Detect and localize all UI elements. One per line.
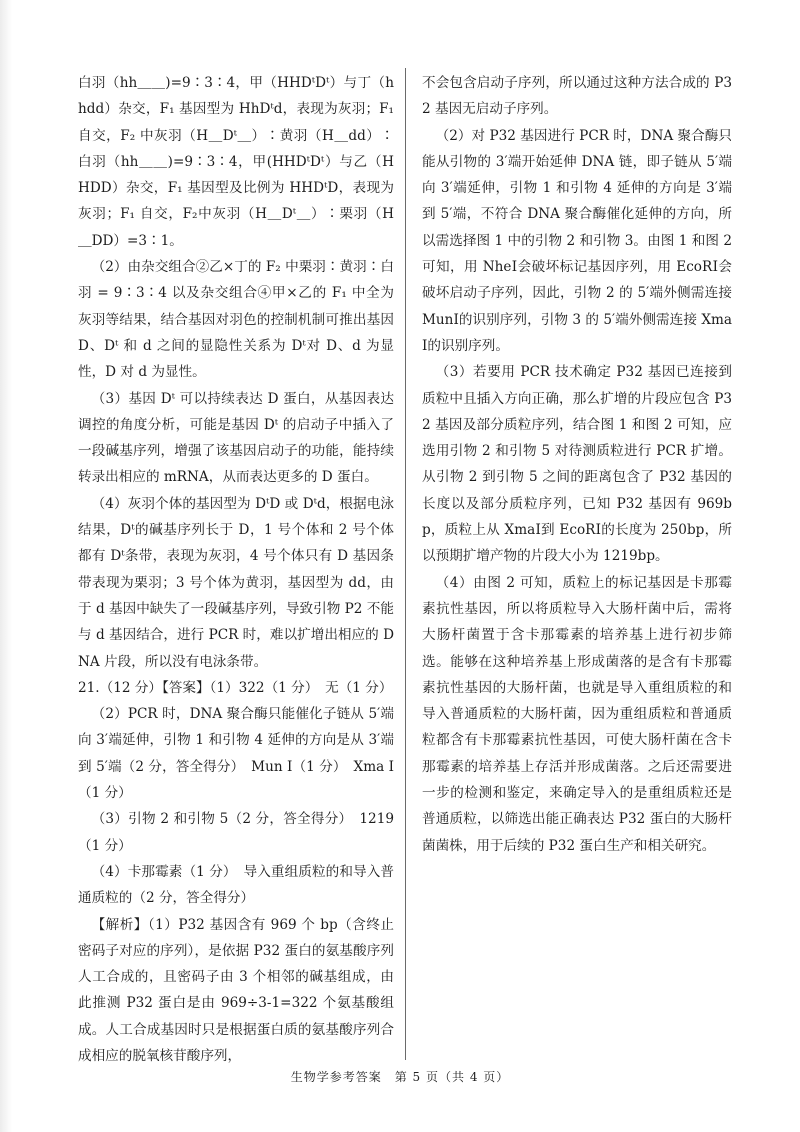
- left-column-paragraph: 白羽（hh＿＿)=9∶3∶4，甲（HHDᵗDᵗ）与丁（hhdd）杂交，F₁ 基因型为 HhDᵗd，表现为灰羽；F₁ 自交，F₂ 中灰羽（H＿Dᵗ＿）∶黄羽（H＿dd）∶白羽（hh＿＿)=9∶3∶4，甲(HHDᵗDᵗ）与乙（HHDD）杂交，F₁ 基因型及比例为 HHDᵗD，表现为灰羽；F₁ 自交，F₂中灰羽（H＿Dᵗ＿）∶栗羽（H＿DD）=3∶1。: [78, 75, 394, 249]
- column-divider: [405, 68, 406, 1060]
- left-column-paragraph: （2）PCR 时，DNA 聚合酶只能催化子链从 5′端向 3′端延伸，引物 1 和引物 4 延伸的方向是从 3′端到 5′端（2 分，答全得分） Mun Ⅰ（1 分） Xma Ⅰ（1 分）: [78, 706, 394, 802]
- right-column-paragraph: （2）对 P32 基因进行 PCR 时，DNA 聚合酶只能从引物的 3′端开始延伸 DNA 链，即子链从 5′端向 3′端延伸，引物 1 和引物 4 延伸的方向是 3′端到 5′端，不符合 DNA 聚合酶催化延伸的方向，所以需选择图 1 中的引物 2 和引物 3。由图 1 和图 2 可知，用 NheⅠ会破坏标记基因序列，用 EcoRⅠ会破坏启动子序列，因此，引物 2 的 5′端外侧需连接 MunⅠ的识别序列，引物 3 的 5′端外侧需连接 XmaⅠ的识别序列。: [422, 127, 732, 354]
- left-column-paragraph: （4）卡那霉素（1 分） 导入重组质粒的和导入普通质粒的（2 分，答全得分）: [78, 863, 394, 907]
- left-column-paragraph: （3）基因 Dᵗ 可以持续表达 D 蛋白，从基因表达调控的角度分析，可能是基因 Dᵗ 的启动子中插入了一段碱基序列，增强了该基因启动子的功能，能持续转录出相应的 mRNA，从而表达更多的 D 蛋白。: [78, 390, 394, 486]
- left-column-paragraph: 21.（12 分）【答案】（1）322（1 分） 无（1 分）: [78, 679, 393, 696]
- page-footer: 生物学参考答案 第 5 页（共 4 页）: [290, 1070, 510, 1084]
- scan-edge-shadow: [0, 0, 12, 1132]
- left-column-paragraph: （2）由杂交组合②乙×丁的 F₂ 中栗羽∶黄羽∶白羽 = 9∶3∶4 以及杂交组合④甲×乙的 F₁ 中全为灰羽等结果，结合基因对羽色的控制机制可推出基因 D、Dᵗ 和 d 之间的显隐性关系为 Dᵗ对 D、d 为显性，D 对 d 为显性。: [78, 259, 394, 381]
- right-column-paragraph: 不会包含启动子序列，所以通过这种方法合成的 P32 基因无启动子序列。: [422, 75, 732, 118]
- left-column-paragraph: 【解析】（1）P32 基因含有 969 个 bp（含终止密码子对应的序列），是依据 P32 蛋白的氨基酸序列人工合成的，且密码子由 3 个相邻的碱基组成，由此推测 P32 蛋白是由 969÷3-1=322 个氨基酸组成。人工合成基因时只是根据蛋白质的氨基酸序列合成相应的脱氧核苷酸序列，: [78, 916, 394, 1064]
- left-column-paragraph: （3）引物 2 和引物 5（2 分，答全得分） 1219（1 分）: [78, 811, 394, 854]
- right-column-paragraph: （4）由图 2 可知，质粒上的标记基因是卡那霉素抗性基因，所以将质粒导入大肠杆菌中后，需将大肠杆菌置于含卡那霉素的培养基上进行初步筛选。能够在这种培养基上形成菌落的是含有卡那霉素抗性基因的大肠杆菌，也就是导入重组质粒的和导入普通质粒的大肠杆菌，因为重组质粒和普通质粒都含有卡那霉素抗性基因，可使大肠杆菌在含卡那霉素的培养基上存活并形成菌落。之后还需要进一步的检测和鉴定，来确定导入的是重组质粒还是普通质粒，以筛选出能正确表达 P32 蛋白的大肠杆菌菌株，用于后续的 P32 蛋白生产和相关研究。: [422, 574, 732, 854]
- right-column-paragraph: （3）若要用 PCR 技术确定 P32 基因已连接到质粒中且插入方向正确，那么扩增的片段应包含 P32 基因及部分质粒序列，结合图 1 和图 2 可知，应选用引物 2 和引物 5 对待测质粒进行 PCR 扩增。从引物 2 到引物 5 之间的距离包含了 P32 基因的长度以及部分质粒序列，已知 P32 基因有 969bp，质粒上从 XmaⅠ到 EcoRⅠ的长度为 250bp，所以预期扩增产物的片段大小为 1219bp。: [422, 364, 732, 565]
- left-column: [78, 70, 394, 1069]
- left-column-paragraph: （4）灰羽个体的基因型为 DᵗD 或 Dᵗd，根据电泳结果，Dᵗ的碱基序列长于 D，1 号个体和 2 号个体都有 Dᵗ条带，表现为灰羽，4 号个体只有 D 基因条带表现为栗羽；3 号个体为黄羽，基因型为 dd，由于 d 基因中缺失了一段碱基序列，导致引物 P2 不能与 d 基因结合，进行 PCR 时，难以扩增出相应的 DNA 片段，所以没有电泳条带。: [78, 495, 394, 670]
- right-column: [422, 70, 732, 859]
